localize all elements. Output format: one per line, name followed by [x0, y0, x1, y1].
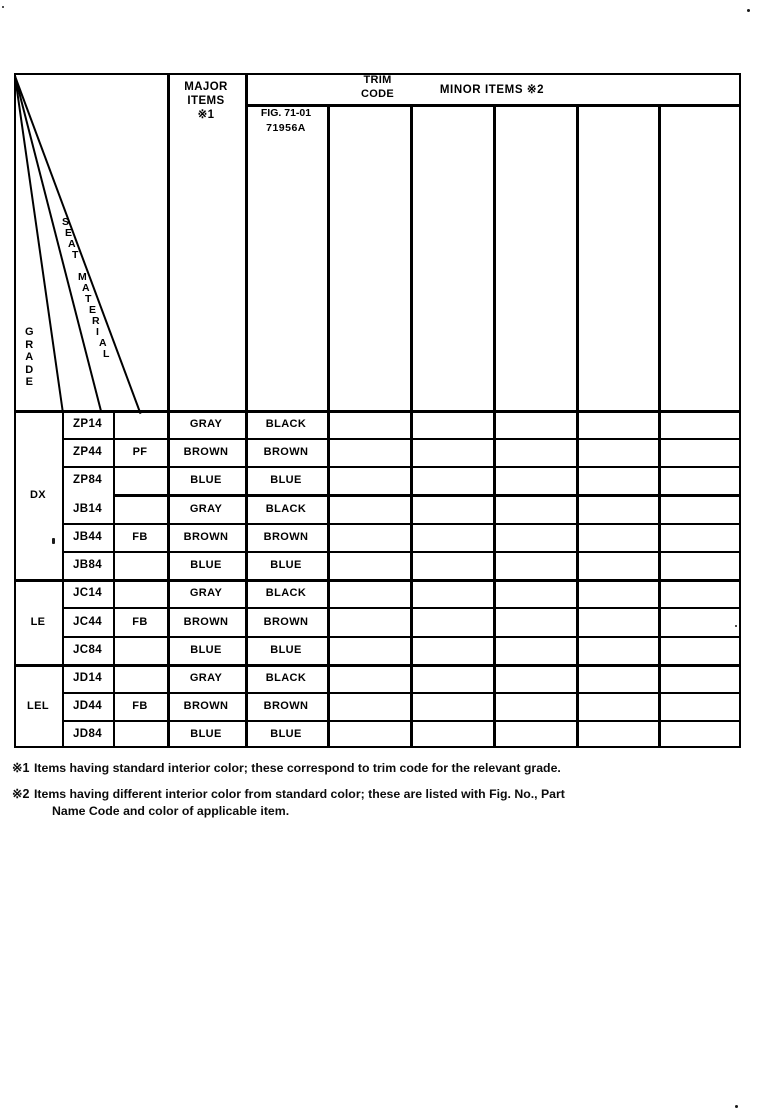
grade-cell: LEL: [27, 700, 49, 712]
col-rule-minor1-minor2: [410, 104, 413, 748]
fig-item-cell: BLUE: [270, 728, 302, 740]
footnote-mark: ※2: [12, 787, 30, 801]
trim-code-cell: ZP84: [72, 474, 103, 486]
header-major-line3: ※1: [197, 109, 215, 121]
fig-item-cell: BROWN: [263, 615, 309, 628]
fig-item-cell: BLACK: [265, 502, 307, 515]
stub-grade-letter: E: [25, 376, 33, 388]
fig-item-cell: BLACK: [265, 587, 307, 599]
stub-seat-letter: E: [89, 304, 97, 316]
major-item-cell: BLUE: [190, 644, 222, 656]
stub-seat-letter: A: [99, 337, 107, 349]
major-item-cell: BROWN: [183, 615, 229, 628]
major-item-cell: GRAY: [189, 672, 223, 684]
scan-speck: [52, 538, 55, 544]
stub-seat-letter: I: [96, 326, 99, 338]
footnote-mark: ※1: [12, 761, 30, 775]
footnote-1: [12, 760, 752, 777]
footnotes: [12, 760, 752, 829]
major-item-cell: GRAY: [189, 418, 223, 430]
seat-material-cell: PF: [132, 446, 148, 458]
fig-item-cell: BROWN: [263, 446, 309, 458]
col-rule-fig-minor1: [327, 104, 330, 748]
footnote-text: Items having different interior color from standard color; these are listed with Fig. No., Part: [34, 787, 565, 801]
scan-speck: [735, 1105, 738, 1108]
trim-code-cell: JB44: [72, 531, 103, 543]
col-rule-minor4-minor5: [658, 104, 661, 748]
fig-item-cell: BLUE: [270, 474, 302, 486]
trim-code-cell: JB14: [72, 502, 103, 515]
grade-cell: DX: [29, 488, 47, 501]
scan-speck: [747, 9, 750, 12]
stub-seat-letter: S: [62, 216, 70, 228]
trim-code-cell: JC44: [72, 615, 103, 628]
stub-grade-letter: G: [25, 326, 34, 338]
major-item-cell: BLUE: [190, 474, 222, 486]
stub-seat-letter: R: [92, 315, 100, 327]
fig-item-cell: BLACK: [265, 672, 307, 684]
fig-item-cell: BLUE: [270, 644, 302, 656]
trim-code-cell: JB84: [72, 559, 103, 571]
footnote-text-continued: Name Code and color of applicable item.: [52, 804, 290, 818]
stub-trim-line2: CODE: [361, 88, 394, 100]
header-minor-items: MINOR ITEMS ※2: [439, 84, 545, 96]
stub-seat-letter: E: [65, 227, 73, 239]
seat-material-cell: FB: [132, 700, 148, 712]
trim-code-cell: JD44: [72, 700, 103, 712]
stub-seat-letter: A: [68, 238, 76, 250]
scan-speck: [2, 6, 4, 8]
header-major-line2: ITEMS: [187, 95, 225, 107]
header-fig-line1: FIG. 71-01: [260, 107, 312, 119]
major-item-cell: GRAY: [189, 587, 223, 599]
major-item-cell: BROWN: [183, 531, 229, 543]
stub-trim-line1: TRIM: [363, 74, 392, 86]
stub-seat-letter: A: [82, 282, 90, 294]
fig-item-cell: BLUE: [270, 559, 302, 571]
stub-grade-letter: A: [25, 351, 34, 363]
header-fig-part: [247, 106, 325, 136]
grade-cell: LE: [30, 615, 46, 628]
stub-label-grade: [25, 326, 34, 389]
major-item-cell: BROWN: [183, 700, 229, 712]
major-item-cell: BROWN: [183, 446, 229, 458]
trim-code-cell: JC14: [72, 587, 103, 599]
seat-material-cell: FB: [132, 530, 148, 543]
major-item-cell: GRAY: [189, 502, 223, 515]
trim-code-cell: JD14: [72, 672, 103, 684]
header-major-line1: MAJOR: [184, 81, 228, 93]
trim-code-cell: ZP44: [72, 446, 103, 458]
fig-item-cell: BROWN: [263, 531, 309, 543]
col-rule-minor3-minor4: [576, 104, 579, 748]
trim-code-cell: ZP14: [72, 418, 103, 430]
stub-grade-letter: D: [25, 363, 34, 376]
stub-grade-letter: R: [25, 338, 34, 351]
trim-color-table: [14, 73, 741, 748]
header-major-items: [167, 75, 245, 122]
col-rule-minor2-minor3: [493, 104, 496, 748]
stub-seat-letter: T: [85, 293, 92, 305]
stub-seat-letter: L: [103, 348, 110, 360]
footnote-2: [12, 786, 752, 820]
stub-seat-letter: T: [72, 249, 79, 261]
major-item-cell: BLUE: [190, 559, 222, 571]
fig-item-cell: BLACK: [265, 418, 307, 430]
stub-label-seat-material: [62, 216, 110, 360]
trim-code-cell: JD84: [72, 728, 103, 740]
footnote-text: Items having standard interior color; these correspond to trim code for the relevant grade.: [34, 761, 561, 775]
seat-material-cell: FB: [132, 615, 148, 628]
major-item-cell: BLUE: [190, 728, 222, 740]
fig-item-cell: BROWN: [263, 700, 309, 712]
header-fig-line2: 71956A: [266, 122, 306, 134]
stub-seat-letter: M: [78, 271, 87, 283]
trim-code-cell: JC84: [72, 644, 103, 656]
